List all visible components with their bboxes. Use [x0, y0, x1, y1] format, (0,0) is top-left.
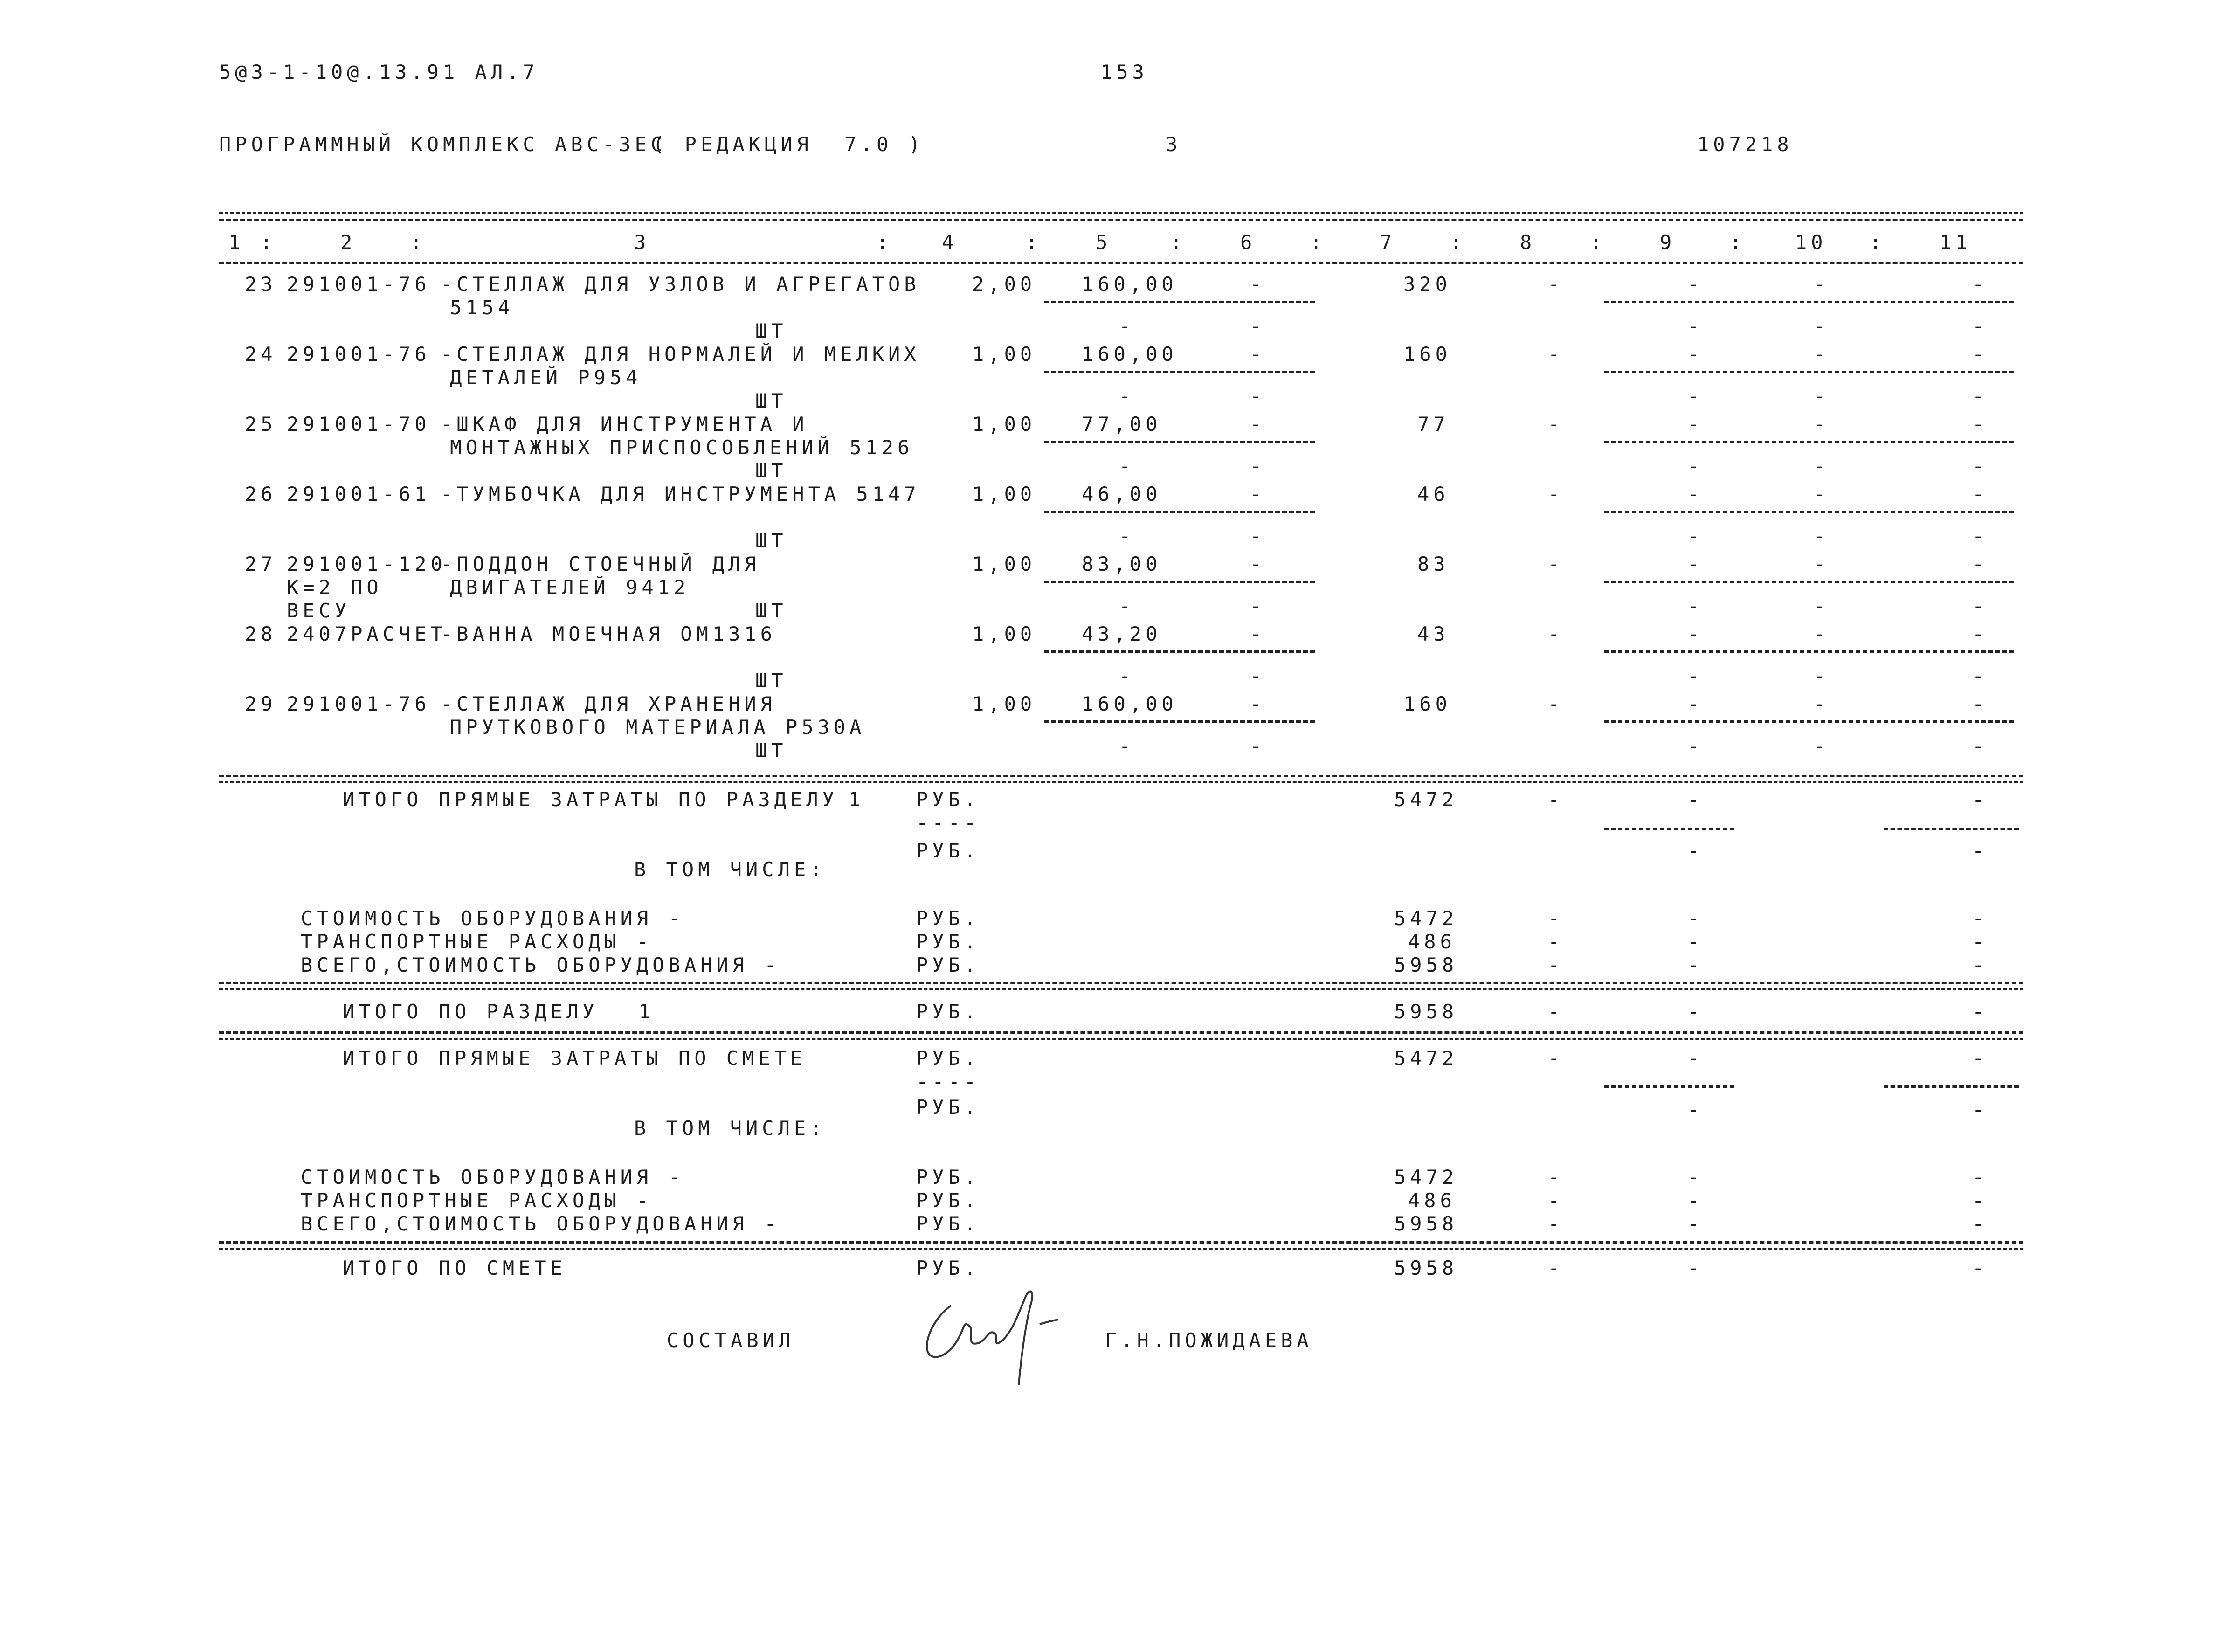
- dash: -: [1972, 1166, 1988, 1189]
- price-code: 291001-120: [287, 553, 447, 575]
- unit: ШТ: [755, 599, 787, 622]
- dash: -: [1548, 1166, 1564, 1189]
- dash-col8: -: [1548, 553, 1564, 575]
- row-rule: [1604, 441, 2014, 443]
- row-number: 23: [245, 273, 277, 296]
- dash-col9: -: [1688, 343, 1704, 366]
- section-number: 1: [639, 1000, 655, 1023]
- equipment-cost-label: СТОИМОСТЬ ОБОРУДОВАНИЯ -: [301, 1166, 684, 1189]
- dash-col9: -: [1688, 455, 1704, 477]
- rule: [219, 1038, 2023, 1040]
- dash-col9: -: [1688, 664, 1704, 687]
- dash-col5: -: [1119, 455, 1135, 477]
- dash-col5: -: [1119, 525, 1135, 547]
- unit: ШТ: [755, 319, 787, 342]
- dash: -: [1972, 1189, 1988, 1212]
- dash: -: [1972, 1098, 1988, 1121]
- signature: [918, 1287, 1100, 1403]
- row-number: 25: [245, 413, 277, 435]
- short-rule: [1604, 828, 1734, 830]
- dash-col10: -: [1814, 553, 1830, 575]
- currency: РУБ.: [916, 1000, 980, 1023]
- col6-value: -: [1250, 553, 1266, 575]
- currency: РУБ.: [916, 1166, 980, 1189]
- item-name: -ШКАФ ДЛЯ ИНСТРУМЕНТА И: [441, 413, 808, 435]
- row-number: 24: [245, 343, 277, 366]
- col-header: 5: [1096, 231, 1112, 254]
- col-header: :: [1450, 231, 1466, 254]
- item-name: -ТУМБОЧКА ДЛЯ ИНСТРУМЕНТА 5147: [441, 483, 920, 505]
- dash-col9: -: [1688, 315, 1704, 338]
- value: 5472: [1394, 788, 1458, 811]
- dash-col9: -: [1688, 839, 1704, 862]
- col6-value: -: [1250, 343, 1266, 366]
- item-name-cont: 5154: [450, 296, 514, 319]
- dash-col11: -: [1972, 483, 1988, 505]
- item-name: -СТЕЛЛАЖ ДЛЯ УЗЛОВ И АГРЕГАТОВ: [441, 273, 920, 296]
- unit-price: 77,00: [1082, 413, 1162, 435]
- dash-col6: -: [1250, 664, 1266, 687]
- col-header: 8: [1520, 231, 1536, 254]
- row-rule: [1044, 720, 1315, 723]
- col6-value: -: [1250, 413, 1266, 435]
- item-name-cont: ПРУТКОВОГО МАТЕРИАЛА Р530А: [450, 716, 866, 739]
- unit-price: 46,00: [1082, 483, 1162, 505]
- col6-value: -: [1250, 483, 1266, 505]
- dash: -: [1972, 1047, 1988, 1070]
- dash: -: [1548, 1257, 1564, 1279]
- dash: -: [1548, 954, 1564, 976]
- dash: -: [1548, 930, 1564, 953]
- dash: -: [1972, 1000, 1988, 1023]
- table-top-rule-2: [219, 219, 2023, 221]
- unit: ШТ: [755, 669, 787, 692]
- dash: -: [1548, 1212, 1564, 1235]
- dash: -: [1548, 1000, 1564, 1023]
- total-value: 160: [1403, 343, 1451, 366]
- total-value: 160: [1403, 692, 1451, 715]
- short-rule: [1884, 1085, 2019, 1088]
- price-code-note: К=2 ПО: [287, 576, 383, 599]
- short-rule: [1604, 1085, 1734, 1088]
- col-header: :: [877, 231, 893, 254]
- document-number: 107218: [1697, 133, 1793, 156]
- dash-col11: -: [1972, 553, 1988, 575]
- rule: [219, 1031, 2023, 1034]
- summary-rule-2: [219, 781, 2023, 783]
- dash-col10: -: [1814, 734, 1830, 757]
- currency: РУБ.: [916, 1257, 980, 1279]
- dash-col6: -: [1250, 594, 1266, 617]
- direct-costs-label: ИТОГО ПРЯМЫЕ ЗАТРАТЫ ПО РАЗДЕЛУ: [343, 788, 838, 811]
- price-code: 291001-76: [287, 692, 431, 715]
- row-rule: [1604, 720, 2014, 723]
- dash-col8: -: [1548, 343, 1564, 366]
- col-header: :: [1170, 231, 1187, 254]
- transport-cost-label: ТРАНСПОРТНЫЕ РАСХОДЫ -: [301, 930, 653, 953]
- dash-col10: -: [1814, 664, 1830, 687]
- value: 5472: [1394, 907, 1458, 930]
- unit: ШТ: [755, 529, 787, 552]
- table-top-rule: [219, 212, 2023, 214]
- dash: -: [1688, 1047, 1704, 1070]
- dash: -: [1688, 1166, 1704, 1189]
- short-rule: [1884, 828, 2019, 830]
- dash: -: [1972, 1212, 1988, 1235]
- estimate-direct-label: ИТОГО ПРЯМЫЕ ЗАТРАТЫ ПО СМЕТЕ: [343, 1047, 807, 1070]
- quantity: 1,00: [972, 622, 1036, 645]
- dash-col11: -: [1972, 788, 1988, 811]
- currency: РУБ.: [916, 1212, 980, 1235]
- dash-col6: -: [1250, 455, 1266, 477]
- total-equipment-label: ВСЕГО,СТОИМОСТЬ ОБОРУДОВАНИЯ -: [301, 954, 780, 976]
- col6-value: -: [1250, 622, 1266, 645]
- dash-col11: -: [1972, 343, 1988, 366]
- row-rule: [1604, 581, 2014, 583]
- rule: [219, 1241, 2023, 1244]
- row-number: 29: [245, 692, 277, 715]
- dash-col5: -: [1119, 594, 1135, 617]
- currency-dash: ----: [916, 811, 980, 834]
- dash-col9: -: [1688, 483, 1704, 505]
- quantity: 1,00: [972, 692, 1036, 715]
- document-code: 5@3-1-10@.13.91 АЛ.7: [219, 61, 539, 83]
- item-name-cont: ДВИГАТЕЛЕЙ 9412: [450, 576, 690, 599]
- dash: -: [1548, 907, 1564, 930]
- total-value: 77: [1417, 413, 1450, 435]
- col6-value: -: [1250, 692, 1266, 715]
- dash-col8: -: [1548, 273, 1564, 296]
- col-header: :: [1870, 231, 1886, 254]
- row-rule: [1604, 511, 2014, 513]
- dash-col9: -: [1688, 413, 1704, 435]
- edition: ( РЕДАКЦИЯ 7.0 ): [653, 133, 925, 156]
- dash-col11: -: [1972, 622, 1988, 645]
- unit-price: 160,00: [1082, 692, 1178, 715]
- dash-col11: -: [1972, 455, 1988, 477]
- value: 5958: [1394, 1257, 1458, 1279]
- unit: ШТ: [755, 389, 787, 412]
- row-rule: [1044, 301, 1315, 303]
- dash-col9: -: [1688, 734, 1704, 757]
- col-header: 7: [1380, 231, 1396, 254]
- dash: -: [1972, 930, 1988, 953]
- col-header: 1 :: [228, 231, 276, 254]
- price-code-note: ВЕСУ: [287, 599, 351, 622]
- dash: -: [1688, 907, 1704, 930]
- row-number: 26: [245, 483, 277, 505]
- unit-price: 43,20: [1082, 622, 1162, 645]
- sheet-number: 3: [1166, 133, 1182, 156]
- dash-col8: -: [1548, 483, 1564, 505]
- dash-col11: -: [1972, 385, 1988, 408]
- dash-col10: -: [1814, 594, 1830, 617]
- compiled-by-label: СОСТАВИЛ: [667, 1329, 795, 1352]
- dash-col8: -: [1548, 692, 1564, 715]
- header-bottom-rule: [219, 262, 2023, 264]
- dash-col9: -: [1688, 553, 1704, 575]
- unit-price: 160,00: [1082, 343, 1178, 366]
- currency: РУБ.: [916, 1189, 980, 1212]
- col-header: 3: [634, 231, 650, 254]
- value: 486: [1408, 1189, 1456, 1212]
- currency: РУБ.: [916, 930, 980, 953]
- dash: -: [1688, 1189, 1704, 1212]
- section-total-label: ИТОГО ПО РАЗДЕЛУ: [343, 1000, 599, 1023]
- total-equipment-label: ВСЕГО,СТОИМОСТЬ ОБОРУДОВАНИЯ -: [301, 1212, 780, 1235]
- dash: -: [1548, 1189, 1564, 1212]
- dash-col6: -: [1250, 385, 1266, 408]
- price-code: 291001-70: [287, 413, 431, 435]
- row-rule: [1044, 650, 1315, 653]
- col6-value: -: [1250, 273, 1266, 296]
- dash: -: [1688, 1257, 1704, 1279]
- item-name: -СТЕЛЛАЖ ДЛЯ ХРАНЕНИЯ: [441, 692, 777, 715]
- currency: РУБ.: [916, 907, 980, 930]
- dash-col8: -: [1548, 788, 1564, 811]
- dash-col11: -: [1972, 692, 1988, 715]
- dash-col9: -: [1688, 273, 1704, 296]
- col-header: 2: [340, 231, 357, 254]
- price-code: 291001-76: [287, 343, 431, 366]
- unit-price: 83,00: [1082, 553, 1162, 575]
- rule: [219, 1248, 2023, 1250]
- item-name: -СТЕЛЛАЖ ДЛЯ НОРМАЛЕЙ И МЕЛКИХ: [441, 343, 920, 366]
- section-number: 1: [849, 788, 865, 811]
- item-name: -ВАННА МОЕЧНАЯ ОМ1316: [441, 622, 777, 645]
- equipment-cost-label: СТОИМОСТЬ ОБОРУДОВАНИЯ -: [301, 907, 684, 930]
- in-that-label: В ТОМ ЧИСЛЕ:: [634, 1117, 826, 1140]
- total-value: 43: [1417, 622, 1450, 645]
- row-number: 28: [245, 622, 277, 645]
- dash-col6: -: [1250, 734, 1266, 757]
- total-value: 46: [1417, 483, 1450, 505]
- col-header: 4: [942, 231, 958, 254]
- dash: -: [1688, 930, 1704, 953]
- dash-col6: -: [1250, 315, 1266, 338]
- dash-col10: -: [1814, 483, 1830, 505]
- page-number: 153: [1100, 61, 1148, 83]
- dash: -: [1972, 954, 1988, 976]
- dash-col10: -: [1814, 525, 1830, 547]
- dash-col11: -: [1972, 413, 1988, 435]
- summary-rule: [219, 775, 2023, 777]
- dash-col11: -: [1972, 273, 1988, 296]
- row-rule: [1044, 371, 1315, 373]
- currency: РУБ.: [916, 1047, 980, 1070]
- dash-col5: -: [1119, 734, 1135, 757]
- estimate-total-label: ИТОГО ПО СМЕТЕ: [343, 1257, 567, 1279]
- value: 486: [1408, 930, 1456, 953]
- transport-cost-label: ТРАНСПОРТНЫЕ РАСХОДЫ -: [301, 1189, 653, 1212]
- item-name: -ПОДДОН СТОЕЧНЫЙ ДЛЯ: [441, 553, 760, 575]
- total-value: 83: [1417, 553, 1450, 575]
- col-header: :: [1730, 231, 1746, 254]
- dash-col10: -: [1814, 315, 1830, 338]
- col-header: 10: [1795, 231, 1827, 254]
- in-that-label: В ТОМ ЧИСЛЕ:: [634, 858, 826, 881]
- row-number: 27: [245, 553, 277, 575]
- col-header: 9: [1660, 231, 1676, 254]
- total-value: 320: [1403, 273, 1451, 296]
- rule: [219, 982, 2023, 984]
- col-header: 6: [1240, 231, 1257, 254]
- dash-col11: -: [1972, 664, 1988, 687]
- dash-col11: -: [1972, 315, 1988, 338]
- currency: РУБ.: [916, 1096, 980, 1119]
- dash-col8: -: [1548, 622, 1564, 645]
- value: 5958: [1394, 954, 1458, 976]
- dash-col10: -: [1814, 692, 1830, 715]
- dash: -: [1972, 1257, 1988, 1279]
- dash-col11: -: [1972, 525, 1988, 547]
- dash: -: [1548, 1047, 1564, 1070]
- dash-col11: -: [1972, 839, 1988, 862]
- price-code: 2407РАСЧЕТ: [287, 622, 447, 645]
- dash-col11: -: [1972, 734, 1988, 757]
- dash-col10: -: [1814, 622, 1830, 645]
- dash-col9: -: [1688, 692, 1704, 715]
- dash-col10: -: [1814, 385, 1830, 408]
- dash: -: [1972, 907, 1988, 930]
- dash-col9: -: [1688, 525, 1704, 547]
- dash-col8: -: [1548, 413, 1564, 435]
- item-name-cont: МОНТАЖНЫХ ПРИСПОСОБЛЕНИЙ 5126: [450, 436, 914, 459]
- dash-col9: -: [1688, 788, 1704, 811]
- col-header: 11: [1940, 231, 1972, 254]
- value: 5958: [1394, 1212, 1458, 1235]
- value: 5472: [1394, 1166, 1458, 1189]
- dash-col10: -: [1814, 413, 1830, 435]
- unit: ШТ: [755, 459, 787, 482]
- row-rule: [1604, 371, 2014, 373]
- row-rule: [1044, 511, 1315, 513]
- price-code: 291001-76: [287, 273, 431, 296]
- quantity: 1,00: [972, 553, 1036, 575]
- currency: РУБ.: [916, 788, 980, 811]
- dash: -: [1688, 1098, 1704, 1121]
- currency: РУБ.: [916, 954, 980, 976]
- col-header: :: [1310, 231, 1326, 254]
- unit-price: 160,00: [1082, 273, 1178, 296]
- item-name-cont: ДЕТАЛЕЙ Р954: [450, 366, 642, 389]
- unit: ШТ: [755, 739, 787, 762]
- dash-col5: -: [1119, 385, 1135, 408]
- row-rule: [1044, 441, 1315, 443]
- quantity: 1,00: [972, 483, 1036, 505]
- dash-col9: -: [1688, 594, 1704, 617]
- currency: РУБ.: [916, 839, 980, 862]
- dash: -: [1688, 1212, 1704, 1235]
- col-header: :: [1590, 231, 1606, 254]
- col-header: :: [1026, 231, 1042, 254]
- price-code: 291001-61: [287, 483, 431, 505]
- row-rule: [1604, 650, 2014, 653]
- value: 5472: [1394, 1047, 1458, 1070]
- dash: -: [1688, 1000, 1704, 1023]
- quantity: 1,00: [972, 413, 1036, 435]
- dash-col5: -: [1119, 664, 1135, 687]
- rule: [219, 988, 2023, 990]
- dash-col10: -: [1814, 273, 1830, 296]
- quantity: 1,00: [972, 343, 1036, 366]
- value: 5958: [1394, 1000, 1458, 1023]
- dash-col6: -: [1250, 525, 1266, 547]
- col-header: :: [410, 231, 427, 254]
- dash-col9: -: [1688, 622, 1704, 645]
- dash-col9: -: [1688, 385, 1704, 408]
- row-rule: [1044, 581, 1315, 583]
- author-name: Г.Н.ПОЖИДАЕВА: [1105, 1329, 1313, 1352]
- dash-col10: -: [1814, 343, 1830, 366]
- dash-col10: -: [1814, 455, 1830, 477]
- program-name: ПРОГРАММНЫЙ КОМПЛЕКС АВС-3ЕС: [219, 133, 667, 156]
- row-rule: [1604, 301, 2014, 303]
- dash: -: [1688, 954, 1704, 976]
- dash-col11: -: [1972, 594, 1988, 617]
- quantity: 2,00: [972, 273, 1036, 296]
- currency-dash: ----: [916, 1070, 980, 1093]
- dash-col5: -: [1119, 315, 1135, 338]
